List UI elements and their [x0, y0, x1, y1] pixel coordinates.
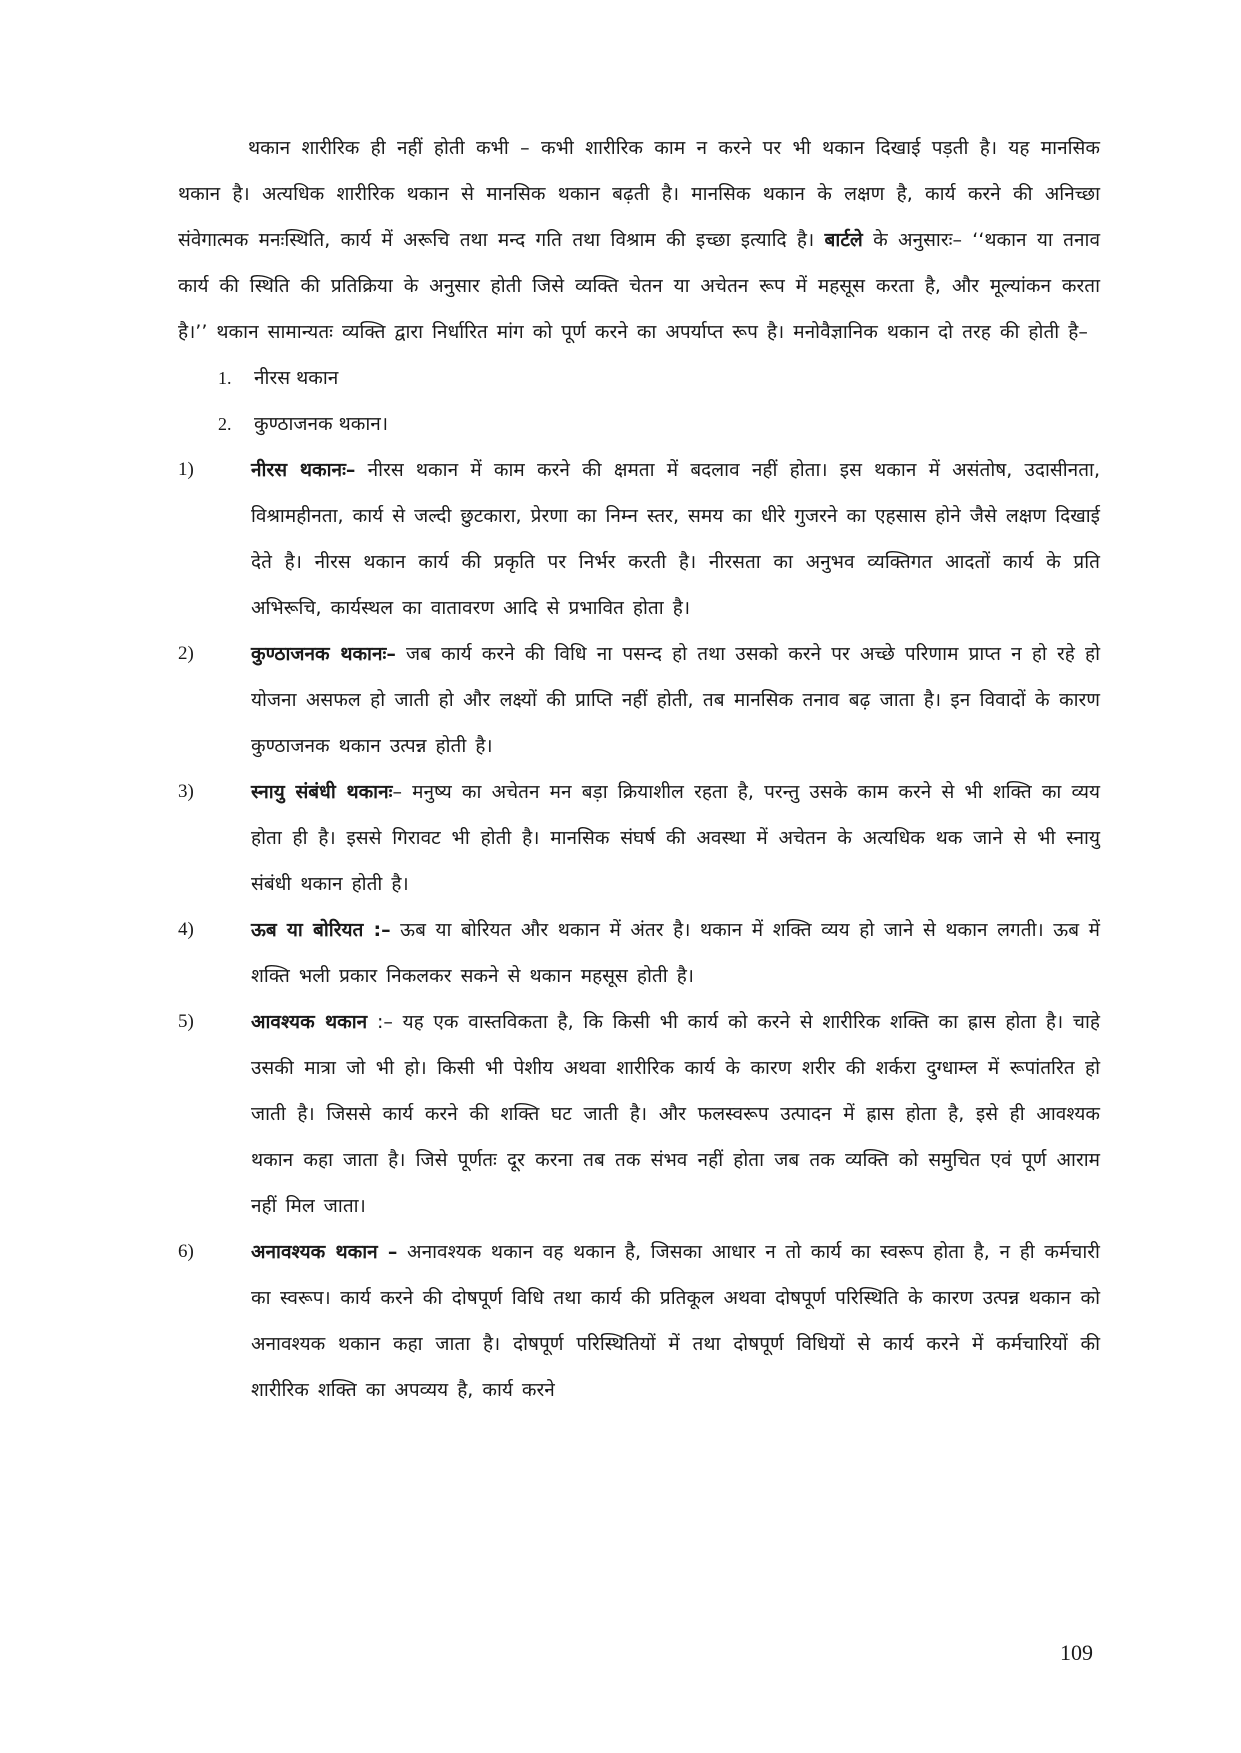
- list-item: [178, 401, 1100, 447]
- section-number: 1): [178, 459, 194, 480]
- section-number: 3): [178, 781, 194, 802]
- section-body: अनावश्यक थकान वह थकान है, जिसका आधार न तो कार्य का स्वरूप होता है, न ही कर्मचारी का स्वरूप। कार्य करने की दोषपूर्ण विधि तथा कार्य की प्रतिकूल अथवा दोषपूर्ण परिस्थिति के कारण उत्पन्न थकान को अनावश्यक थकान कहा जाता है। दोषपूर्ण परिस्थितियों में तथा दोषपूर्ण विधियों से कार्य करने में कर्मचारियों की शारीरिक शक्ति का अपव्यय है, कार्य करने: [251, 1241, 1100, 1401]
- section-boredom: [178, 907, 1100, 999]
- section-unnecessary-fatigue: [178, 1229, 1100, 1413]
- document-page: [178, 125, 1100, 1413]
- section-necessary-fatigue: [178, 999, 1100, 1229]
- list-item-label: नीरस थकान: [254, 367, 339, 389]
- section-body: जब कार्य करने की विधि ना पसन्द हो तथा उसको करने पर अच्छे परिणाम प्राप्त न हो रहे हो योजना असफल हो जाती हो और लक्ष्यों की प्राप्ति नहीं होती, तब मानसिक तनाव बढ़ जाता है। इन विवादों के कारण कुण्ठाजनक थकान उत्पन्न होती है।: [251, 643, 1100, 757]
- intro-paragraph: [178, 125, 1100, 355]
- list-item: [178, 355, 1100, 401]
- page-number: 109: [1060, 1640, 1093, 1665]
- section-number: 4): [178, 919, 194, 940]
- section-heading: स्नायु संबंधी थकानः: [251, 781, 393, 803]
- list-item-number: 1.: [218, 368, 232, 388]
- list-item-label: कुण्ठाजनक थकान।: [254, 413, 389, 435]
- section-number: 5): [178, 1011, 194, 1032]
- section-heading: आवश्यक थकान: [251, 1011, 368, 1033]
- author-name: बार्टले: [824, 229, 863, 251]
- section-heading: नीरस थकानः–: [251, 459, 356, 481]
- section-number: 2): [178, 643, 194, 664]
- section-body: नीरस थकान में काम करने की क्षमता में बदलाव नहीं होता। इस थकान में असंतोष, उदासीनता, विश्रामहीनता, कार्य से जल्दी छुटकारा, प्रेरणा का निम्न स्तर, समय का धीरे गुजरने का एहसास होने जैसे लक्षण दिखाई देते है। नीरस थकान कार्य की प्रकृति पर निर्भर करती है। नीरसता का अनुभव व्यक्तिगत आदतों कार्य के प्रति अभिरूचि, कार्यस्थल का वातावरण आदि से प्रभावित होता है।: [251, 459, 1101, 619]
- section-number: 6): [178, 1241, 194, 1262]
- list-item-number: 2.: [218, 414, 232, 434]
- section-body: :– यह एक वास्तविकता है, कि किसी भी कार्य को करने से शारीरिक शक्ति का ह्रास होता है। चाहे उसकी मात्रा जो भी हो। किसी भी पेशीय अथवा शारीरिक कार्य के कारण शरीर की शर्करा दुग्धाम्ल में रूपांतरित हो जाती है। जिससे कार्य करने की शक्ति घट जाती है। और फलस्वरूप उत्पादन में ह्रास होता है, इसे ही आवश्यक थकान कहा जाता है। जिसे पूर्णतः दूर करना तब तक संभव नहीं होता जब तक व्यक्ति को समुचित एवं पूर्ण आराम नहीं मिल जाता।: [251, 1011, 1100, 1217]
- section-heading: कुण्ठाजनक थकानः–: [251, 643, 396, 665]
- fatigue-types-list: [178, 355, 1100, 447]
- intro-text-part1: थकान शारीरिक ही नहीं होती कभी – कभी शारीरिक काम न करने पर भी थकान दिखाई पड़ती है। यह मानसिक थकान है। अत्यधिक शारीरिक थकान से मानसिक थकान बढ़ती है। मानसिक थकान के लक्षण है, कार्य करने की अनिच्छा संवेगात्मक मनःस्थिति, कार्य में अरूचि तथा मन्द गति तथा विश्राम की इच्छा इत्यादि है।: [178, 137, 1100, 251]
- section-frustration-fatigue: [178, 631, 1100, 769]
- section-heading: ऊब या बोरियत :–: [251, 919, 391, 941]
- section-heading: अनावश्यक थकान –: [251, 1241, 398, 1263]
- section-body: ऊब या बोरियत और थकान में अंतर है। थकान में शक्ति व्यय हो जाने से थकान लगती। ऊब में शक्ति भली प्रकार निकलकर सकने से थकान महसूस होती है।: [251, 919, 1100, 987]
- intro-text-part2: के अनुसारः– ‘‘थकान या तनाव कार्य की स्थिति की प्रतिक्रिया के अनुसार होती जिसे व्यक्ति चेतन या अचेतन रूप में महसूस करता है, और मूल्यांकन करता है।’’ थकान सामान्यतः व्यक्ति द्वारा निर्धारित मांग को पूर्ण करने का अपर्याप्त रूप है। मनोवैज्ञानिक थकान दो तरह की होती है–: [178, 229, 1101, 343]
- section-monotony-fatigue: [178, 447, 1100, 631]
- section-body: – मनुष्य का अचेतन मन बड़ा क्रियाशील रहता है, परन्तु उसके काम करने से भी शक्ति का व्यय होता ही है। इससे गिरावट भी होती है। मानसिक संघर्ष की अवस्था में अचेतन के अत्यधिक थक जाने से भी स्नायु संबंधी थकान होती है।: [251, 781, 1101, 895]
- section-nervous-fatigue: [178, 769, 1100, 907]
